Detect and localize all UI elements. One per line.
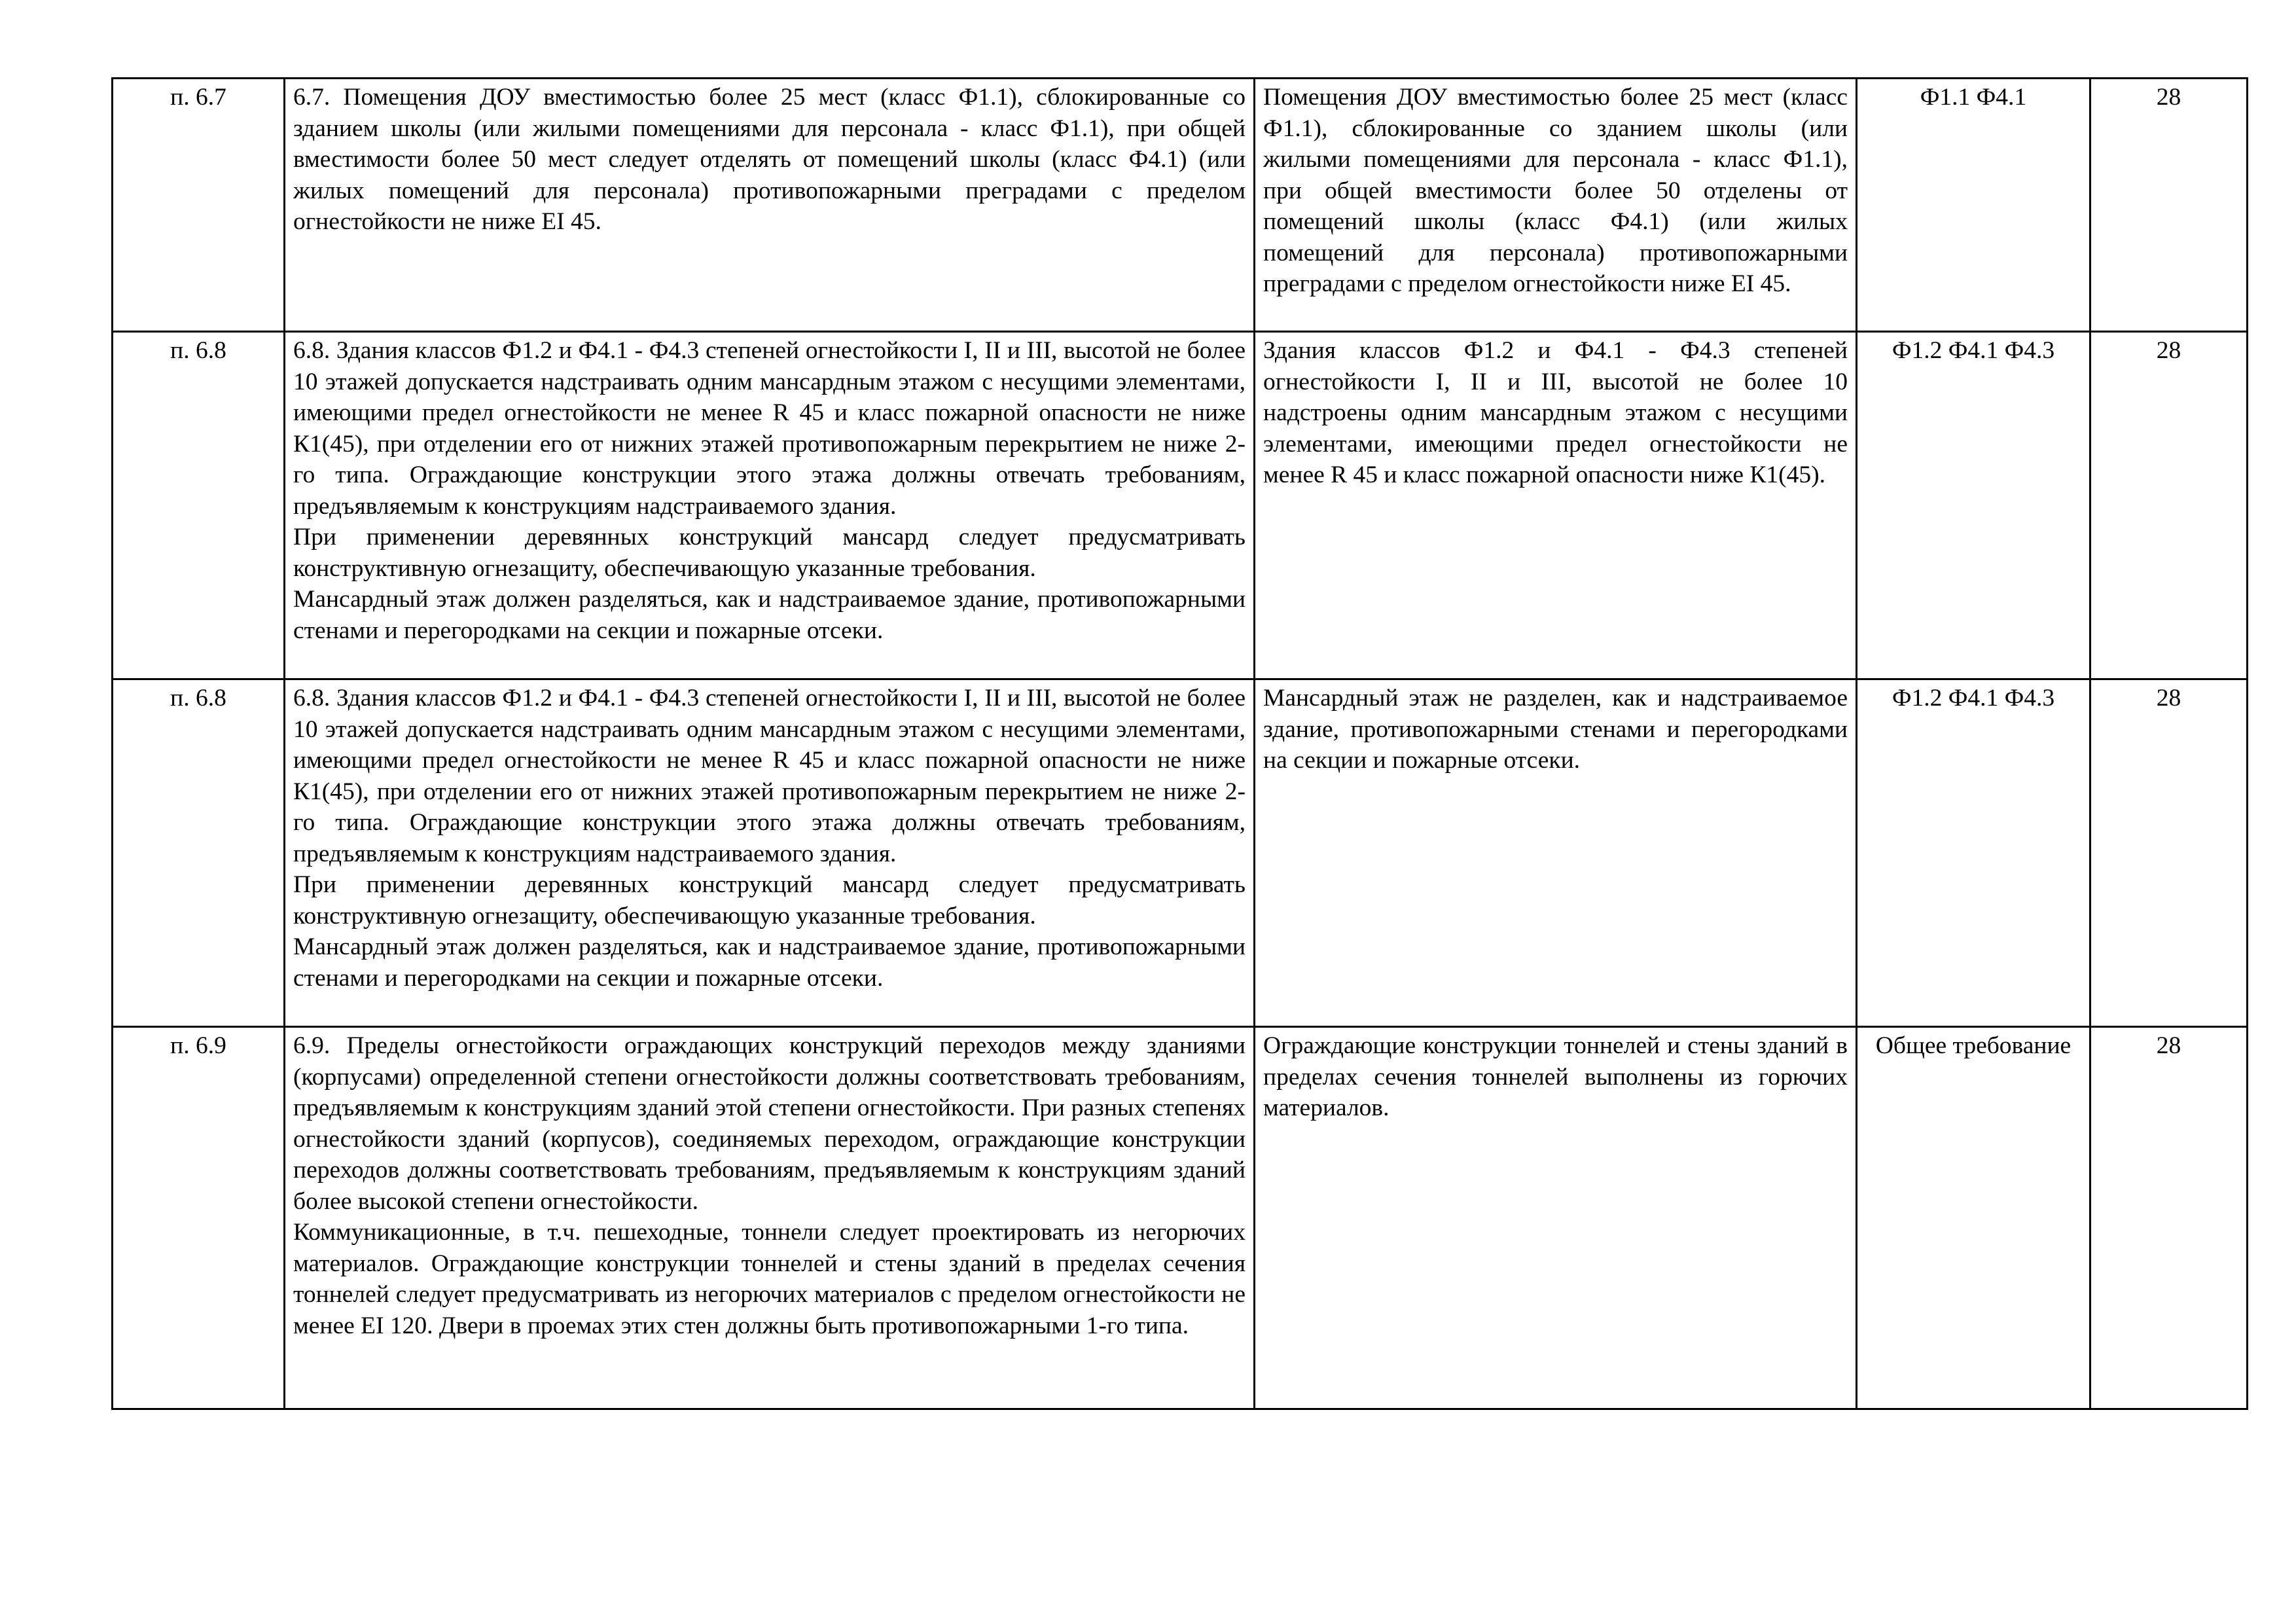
class-cell: Ф1.1 Ф4.1: [1857, 79, 2090, 332]
requirement-text-cell: [285, 79, 1255, 332]
table-row: [113, 1027, 2248, 1409]
requirement-text-cell: [285, 1027, 1255, 1409]
requirement-paragraph: 6.7. Помещения ДОУ вместимостью более 25 мест (класс Ф1.1), сблокированные со зданием школы (или жилыми помещениями для персонала - класс Ф1.1), при общей вместимости более 50 мест следует отделять от помещений школы (класс Ф4.1) (или жилых помещений для персонала) противопожарными преградами с пределом огнестойкости не ниже EI 45.: [293, 84, 1246, 235]
violation-text-cell: Мансардный этаж не разделен, как и надстраиваемое здание, противопожарными стенами и перегородками на секции и пожарные отсеки.: [1255, 679, 1857, 1027]
requirement-paragraph: При применении деревянных конструкций мансард следует предусматривать конструктивную огнезащиту, обеспечивающую указанные требования.: [293, 871, 1246, 929]
requirement-paragraph: 6.9. Пределы огнестойкости ограждающих конструкций переходов между зданиями (корпусами) определенной степени огнестойкости должны соответствовать требованиям, предъявляемым к конструкциям зданий этой степени огнестойкости. При разных степенях огнестойкости зданий (корпусов), соединяемых переходом, ограждающие конструкции переходов должны соответствовать требованиям, предъявляемым к конструкциям зданий более высокой степени огнестойкости.: [293, 1032, 1246, 1215]
class-cell: Общее требование: [1857, 1027, 2090, 1409]
class-cell: Ф1.2 Ф4.1 Ф4.3: [1857, 679, 2090, 1027]
page-number-cell: 28: [2090, 679, 2248, 1027]
requirement-paragraph: Мансардный этаж должен разделяться, как и надстраиваемое здание, противопожарными стенами и перегородками на секции и пожарные отсеки.: [293, 586, 1246, 644]
requirement-paragraph: Коммуникационные, в т.ч. пешеходные, тоннели следует проектировать из негорючих материалов. Ограждающие конструкции тоннелей и стены зданий в пределах сечения тоннелей следует предусматривать из негорючих материалов с пределом огнестойкости не менее EI 120. Двери в проемах этих стен должны быть противопожарными 1-го типа.: [293, 1219, 1246, 1339]
table-row: [113, 332, 2248, 679]
requirements-table: [111, 77, 2248, 1410]
class-cell: Ф1.2 Ф4.1 Ф4.3: [1857, 332, 2090, 679]
requirement-paragraph: Мансардный этаж должен разделяться, как и надстраиваемое здание, противопожарными стенами и перегородками на секции и пожарные отсеки.: [293, 933, 1246, 992]
page-number-cell: 28: [2090, 79, 2248, 332]
document-page: [111, 77, 2246, 1410]
clause-number-cell: п. 6.8: [113, 679, 285, 1027]
requirement-text-cell: [285, 679, 1255, 1027]
clause-number-cell: п. 6.8: [113, 332, 285, 679]
violation-text-cell: Здания классов Ф1.2 и Ф4.1 - Ф4.3 степеней огнестойкости I, II и III, высотой не более 10 надстроены одним мансардным этажом с несущими элементами, имеющими предел огнестойкости не менее R 45 и класс пожарной опасности ниже К1(45).: [1255, 332, 1857, 679]
page-number-cell: 28: [2090, 1027, 2248, 1409]
requirement-text-cell: [285, 332, 1255, 679]
clause-number-cell: п. 6.7: [113, 79, 285, 332]
table-row: [113, 679, 2248, 1027]
table-row: [113, 79, 2248, 332]
violation-text-cell: Помещения ДОУ вместимостью более 25 мест (класс Ф1.1), сблокированные со зданием школы (или жилыми помещениями для персонала - класс Ф1.1), при общей вместимости более 50 отделены от помещений школы (класс Ф4.1) (или жилых помещений для персонала) противопожарными преградами с пределом огнестойкости ниже EI 45.: [1255, 79, 1857, 332]
violation-text-cell: Ограждающие конструкции тоннелей и стены зданий в пределах сечения тоннелей выполнены из горючих материалов.: [1255, 1027, 1857, 1409]
requirement-paragraph: 6.8. Здания классов Ф1.2 и Ф4.1 - Ф4.3 степеней огнестойкости I, II и III, высотой не более 10 этажей допускается надстраивать одним мансардным этажом с несущими элементами, имеющими предел огнестойкости не менее R 45 и класс пожарной опасности не ниже К1(45), при отделении его от нижних этажей противопожарным перекрытием не ниже 2-го типа. Ограждающие конструкции этого этажа должны отвечать требованиям, предъявляемым к конструкциям надстраиваемого здания.: [293, 685, 1246, 867]
requirement-paragraph: 6.8. Здания классов Ф1.2 и Ф4.1 - Ф4.3 степеней огнестойкости I, II и III, высотой не более 10 этажей допускается надстраивать одним мансардным этажом с несущими элементами, имеющими предел огнестойкости не менее R 45 и класс пожарной опасности не ниже К1(45), при отделении его от нижних этажей противопожарным перекрытием не ниже 2-го типа. Ограждающие конструкции этого этажа должны отвечать требованиям, предъявляемым к конструкциям надстраиваемого здания.: [293, 337, 1246, 520]
page-number-cell: 28: [2090, 332, 2248, 679]
clause-number-cell: п. 6.9: [113, 1027, 285, 1409]
requirement-paragraph: При применении деревянных конструкций мансард следует предусматривать конструктивную огнезащиту, обеспечивающую указанные требования.: [293, 524, 1246, 582]
